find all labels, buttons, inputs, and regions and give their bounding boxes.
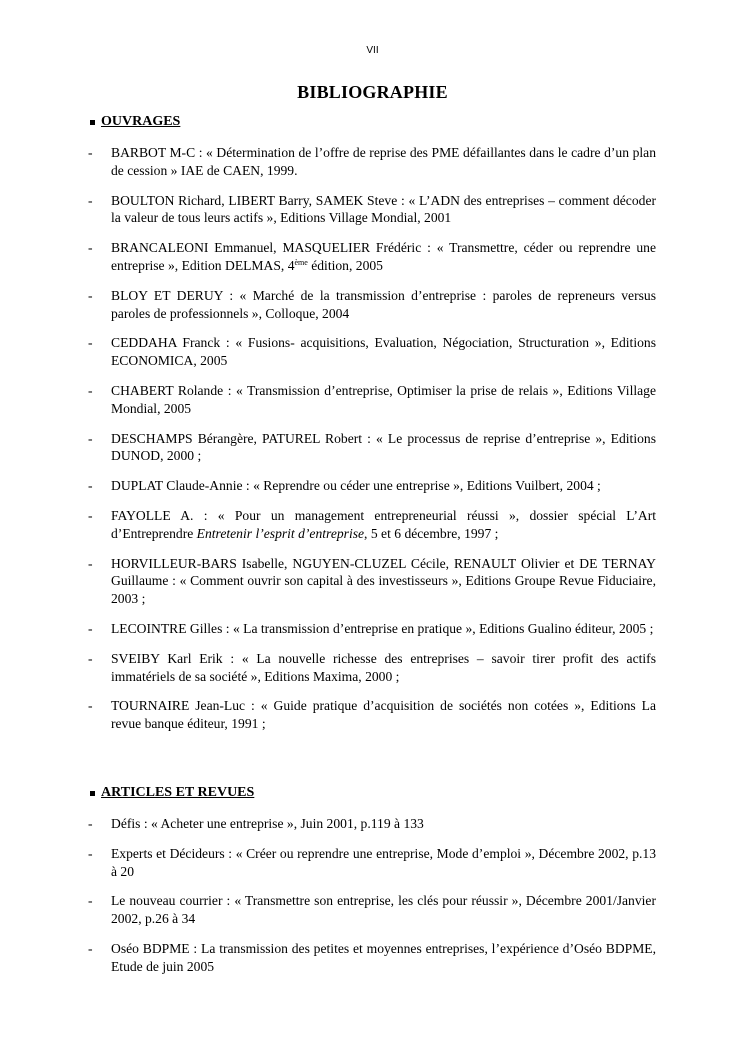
list-dash: - [88, 507, 93, 523]
list-dash: - [88, 620, 93, 636]
entry-text: SVEIBY Karl Erik : « La nouvelle richesse des entreprises – savoir tirer profit des actifs immatériels de sa société », Editions Maxima, 2000 ; [111, 650, 656, 684]
entry-superscript: ème [294, 257, 308, 267]
list-dash: - [88, 940, 93, 956]
entry-text: édition, 2005 [307, 257, 383, 273]
entry-text: BOULTON Richard, LIBERT Barry, SAMEK Steve : « L’ADN des entreprises – comment décoder la valeur de tous leurs actifs », Editions Village Mondial, 2001 [111, 192, 656, 226]
list-dash: - [88, 698, 93, 714]
entry-text: FAYOLLE A. : « Pour un management entrepreneurial réussi », dossier spécial L’Art d’Entreprendre [111, 507, 656, 541]
bibliography-entry [88, 697, 656, 733]
list-dash: - [88, 382, 93, 398]
entry-text: BRANCALEONI Emmanuel, MASQUELIER Frédéric : « Transmettre, céder ou reprendre une entreprise », Edition DELMAS, 4 [111, 240, 656, 273]
entry-text: DUPLAT Claude-Annie : « Reprendre ou céder une entreprise », Editions Vuilbert, 2004 ; [111, 478, 601, 494]
bibliography-entry [88, 144, 656, 180]
list-dash: - [88, 893, 93, 909]
list-dash: - [88, 335, 93, 351]
bibliography-entry [88, 430, 656, 466]
bibliography-entry [88, 555, 656, 608]
entry-text: TOURNAIRE Jean-Luc : « Guide pratique d’acquisition de sociétés non cotées », Editions La revue banque éditeur, 1991 ; [111, 698, 656, 732]
section-heading-ouvrages [88, 114, 180, 130]
list-dash: - [88, 845, 93, 861]
bibliography-entry [88, 892, 656, 928]
entry-text: Le nouveau courrier : « Transmettre son entreprise, les clés pour réussir », Décembre 2001/Janvier 2002, p.26 à 34 [111, 893, 656, 927]
list-dash: - [88, 287, 93, 303]
list-dash: - [88, 240, 93, 256]
list-dash: - [88, 816, 93, 831]
page-title: BIBLIOGRAPHIE [297, 82, 448, 102]
square-bullet-icon [90, 791, 95, 796]
square-bullet-icon [90, 120, 95, 125]
articles-list [88, 815, 656, 988]
entry-text: Experts et Décideurs : « Créer ou reprendre une entreprise, Mode d’emploi », Décembre 2002, p.13 à 20 [111, 845, 656, 879]
entry-text: BLOY ET DERUY : « Marché de la transmission d’entreprise : paroles de repreneurs versus paroles de professionnels », Colloque, 2004 [111, 287, 656, 321]
entry-text: DESCHAMPS Bérangère, PATUREL Robert : « Le processus de reprise d’entreprise », Editions DUNOD, 2000 ; [111, 430, 656, 464]
entry-text: HORVILLEUR-BARS Isabelle, NGUYEN-CLUZEL Cécile, RENAULT Olivier et DE TERNAY Guillaume : « Comment ouvrir son capital à des investisseurs », Editions Groupe Revue Fiduciaire, 2003 ; [111, 555, 656, 607]
section-heading-articles [88, 785, 254, 801]
bibliography-entry [88, 620, 656, 638]
list-dash: - [88, 650, 93, 666]
bibliography-entry [88, 940, 656, 976]
entry-text: Défis : « Acheter une entreprise », Juin 2001, p.119 à 133 [111, 816, 424, 831]
section-heading-label: ARTICLES ET REVUES [101, 785, 255, 800]
bibliography-entry [88, 239, 656, 275]
entry-text: BARBOT M-C : « Détermination de l’offre de reprise des PME défaillantes dans le cadre d’un plan de cession » IAE de CAEN, 1999. [111, 145, 656, 178]
section-heading-label: OUVRAGES [101, 114, 181, 129]
page-number: VII [366, 45, 379, 56]
entry-text: Oséo BDPME : La transmission des petites et moyennes entreprises, l’expérience d’Oséo BDPME, Etude de juin 2005 [111, 940, 656, 974]
list-dash: - [88, 478, 93, 494]
list-dash: - [88, 192, 93, 208]
bibliography-entry [88, 287, 656, 323]
entry-text: , 5 et 6 décembre, 1997 ; [364, 525, 499, 541]
list-dash: - [88, 430, 93, 446]
bibliography-entry [88, 650, 656, 686]
ouvrages-list [88, 144, 656, 745]
entry-italic-title: Entretenir l’esprit d’entreprise [196, 525, 365, 541]
bibliography-entry [88, 382, 656, 418]
bibliography-entry [88, 507, 656, 543]
entry-text: CEDDAHA Franck : « Fusions- acquisitions, Evaluation, Négociation, Structuration », Editions ECONOMICA, 2005 [111, 335, 656, 369]
bibliography-entry [88, 334, 656, 370]
list-dash: - [88, 555, 93, 571]
bibliography-entry [88, 845, 656, 881]
entry-text: CHABERT Rolande : « Transmission d’entreprise, Optimiser la prise de relais », Editions Village Mondial, 2005 [111, 382, 656, 416]
bibliography-entry [88, 192, 656, 228]
bibliography-entry [88, 815, 656, 833]
entry-text: LECOINTRE Gilles : « La transmission d’entreprise en pratique », Editions Gualino éditeur, 2005 ; [111, 620, 654, 636]
bibliography-entry [88, 477, 656, 495]
list-dash: - [88, 145, 93, 160]
